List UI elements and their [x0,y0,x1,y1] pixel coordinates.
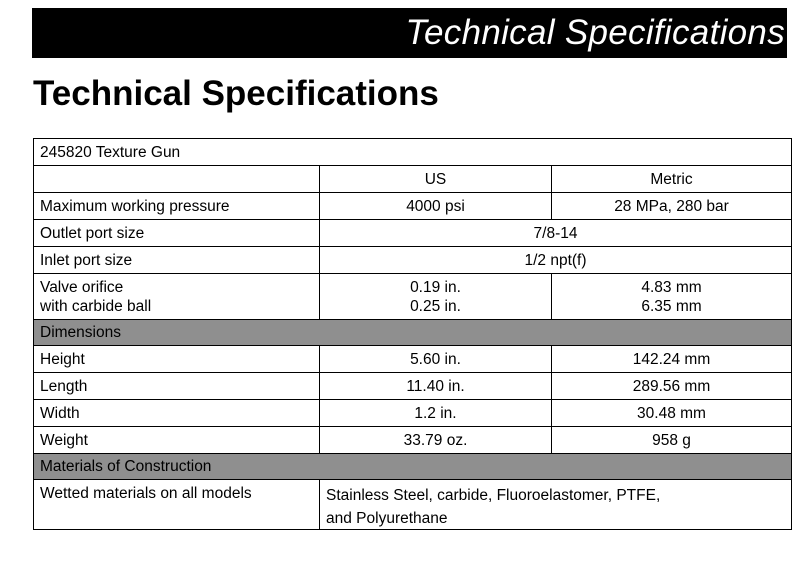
us-value: 4000 psi [320,193,552,220]
us-value: 11.40 in. [320,373,552,400]
row-label: Outlet port size [34,220,320,247]
row-label: Length [34,373,320,400]
us-value: 1.2 in. [320,400,552,427]
row-label [34,274,320,320]
table-row [34,139,792,166]
label-line: Valve orifice [40,278,124,296]
value-line: Stainless Steel, carbide, Fluoroelastomer, PTFE, [326,486,661,504]
table-row [34,166,792,193]
us-value [320,274,552,320]
spec-table [33,138,792,530]
value-line: and Polyurethane [326,509,448,527]
metric-value: 289.56 mm [552,373,792,400]
shared-value: 1/2 npt(f) [320,247,792,274]
row-label: Inlet port size [34,247,320,274]
table-row [34,373,792,400]
us-value: 5.60 in. [320,346,552,373]
table-row [34,247,792,274]
page-title: Technical Specifications [33,74,439,113]
shared-value: 7/8-14 [320,220,792,247]
column-header-us: US [320,166,552,193]
section-header-dimensions: Dimensions [34,320,792,346]
product-name: 245820 Texture Gun [34,139,792,166]
table-row [34,346,792,373]
banner-title: Technical Specifications [405,13,785,52]
label-line: with carbide ball [40,297,152,315]
metric-value: 30.48 mm [552,400,792,427]
table-row [34,400,792,427]
table-row [34,193,792,220]
metric-value: 28 MPa, 280 bar [552,193,792,220]
section-header-materials: Materials of Construction [34,454,792,480]
metric-value: 958 g [552,427,792,454]
table-row [34,274,792,320]
metric-value [552,274,792,320]
value-line: 0.19 in. [410,278,461,296]
value-line: 4.83 mm [641,278,702,296]
section-header-row [34,320,792,346]
table-row [34,427,792,454]
metric-value: 142.24 mm [552,346,792,373]
column-header-metric: Metric [552,166,792,193]
empty-cell [34,166,320,193]
row-label: Width [34,400,320,427]
value-line: 6.35 mm [641,297,702,315]
table-row [34,480,792,530]
section-header-row [34,454,792,480]
us-value: 33.79 oz. [320,427,552,454]
header-banner [32,8,787,58]
row-label: Height [34,346,320,373]
materials-value [320,480,792,530]
row-label: Wetted materials on all models [34,480,320,530]
value-line: 0.25 in. [410,297,461,315]
row-label: Maximum working pressure [34,193,320,220]
row-label: Weight [34,427,320,454]
table-row [34,220,792,247]
